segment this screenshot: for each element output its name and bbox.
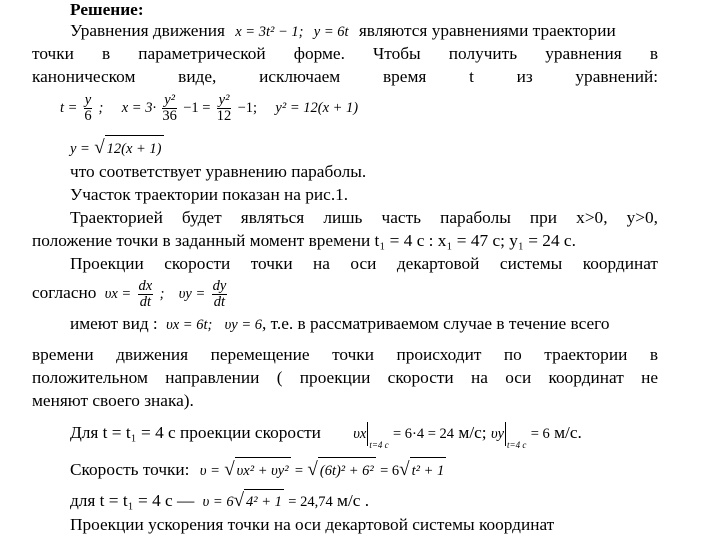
formula-eliminate-t	[60, 92, 358, 124]
denominator: 12	[216, 107, 232, 124]
formula-y-of-t: y = 6t	[313, 24, 349, 40]
numerator: dx	[138, 277, 153, 294]
text: для t = t₁ = 4 с —	[70, 491, 195, 510]
formula-x-eq: x = 3·	[121, 100, 157, 116]
radicand: t² + 1	[410, 457, 447, 484]
equals: =	[294, 463, 304, 479]
condition-label: t=4 c	[369, 440, 389, 450]
sqrt-sign-icon: √	[233, 490, 245, 511]
separator: ;	[159, 286, 165, 302]
denominator: dt	[213, 293, 226, 310]
paragraph-line: времени движения перемещение точки происходит по траектории в	[32, 345, 658, 364]
text: согласно	[32, 283, 97, 302]
formula-t-eq: t =	[60, 100, 78, 116]
formula-mid: −1 =	[183, 100, 211, 116]
paragraph-figure-ref: Участок траектории показан на рис.1.	[70, 185, 349, 204]
formula-vx-eq: υx =	[104, 286, 132, 302]
formula-v-value: = 24,74	[288, 494, 333, 510]
numerator: dy	[212, 277, 227, 294]
formula-v-eq: υ =	[199, 463, 220, 479]
paragraph-line: положительном направлении ( проекции скорости на оси координат не	[32, 368, 658, 387]
unit-label: м/с.	[554, 423, 582, 442]
solution-heading: Решение:	[70, 0, 144, 19]
text: Уравнения движения	[70, 21, 225, 40]
condition-label: t=4 c	[507, 440, 527, 450]
radicand: (6t)² + 6²	[318, 457, 376, 484]
text: , т.е. в рассматриваемом случае в течение всего	[262, 314, 610, 333]
formula-vx-value: = 6·4 = 24	[393, 426, 455, 442]
formula-vy-sym: υy	[490, 426, 505, 442]
evaluation-bar-icon	[505, 422, 506, 446]
radicand: 4² + 1	[244, 489, 284, 514]
sqrt-sign-icon: √	[94, 137, 105, 158]
sqrt-sign-icon: √	[224, 459, 235, 480]
unit-label: м/с .	[337, 491, 370, 510]
fraction-y-over-6	[84, 93, 92, 124]
text: являются уравнениями траектории	[358, 21, 616, 40]
paragraph-parabola: что соответствует уравнению параболы.	[70, 162, 367, 181]
numerator: y²	[164, 91, 176, 108]
paragraph-line: Проекции скорости точки на оси декартовой системы координат	[70, 254, 658, 273]
unit-label: м/с;	[458, 423, 487, 442]
formula-y-eq: y =	[70, 141, 90, 157]
text: Скорость точки:	[70, 460, 190, 479]
paragraph-velocity-at-t1	[70, 421, 582, 457]
fraction-dy-dt	[212, 279, 228, 310]
numerator: y	[84, 91, 92, 108]
sqrt-sign-icon: √	[307, 459, 318, 480]
formula-vy-value: = 6	[530, 426, 550, 442]
paragraph-line: Траекторией будет являться лишь часть параболы при x>0, y>0,	[70, 208, 658, 227]
paragraph-motion-equations	[70, 21, 616, 42]
denominator: 36	[162, 107, 177, 124]
paragraph-speed	[70, 457, 446, 484]
paragraph-line: меняют своего знака).	[32, 391, 194, 410]
formula-vy-eq: υy =	[178, 286, 206, 302]
separator: ;	[98, 100, 104, 116]
sqrt-sign-icon: √	[399, 459, 410, 480]
numerator: y²	[218, 91, 230, 108]
paragraph-velocity-form	[70, 314, 609, 335]
formula-tail: −1;	[237, 100, 258, 116]
formula-y2: y² = 12(x + 1)	[275, 100, 359, 116]
paragraph-acceleration: Проекции ускорения точки на оси декартовой системы координат	[70, 515, 555, 534]
equals-coefficient: = 6	[380, 463, 400, 479]
formula-x-of-t: x = 3t² − 1;	[235, 24, 304, 40]
paragraph-line: каноническом виде, исключаем время t из уравнений:	[32, 67, 658, 86]
formula-vy: υy = 6	[224, 317, 263, 333]
fraction-y2-over-12	[217, 93, 232, 124]
fraction-dx-dt	[138, 279, 154, 310]
formula-velocity-projections	[32, 277, 229, 310]
denominator: dt	[139, 293, 152, 310]
paragraph-speed-at-t1	[70, 489, 369, 514]
radicand: υx² + υy²	[235, 457, 291, 484]
formula-vx: υx = 6t;	[166, 317, 213, 333]
paragraph-line: точки в параметрической форме. Чтобы получить уравнения в	[32, 44, 658, 63]
formula-v-coeff: υ = 6	[202, 494, 234, 510]
text: имеют вид :	[70, 314, 158, 333]
formula-y-sqrt	[70, 135, 164, 162]
paragraph-line: положение точки в заданный момент времени t₁ = 4 с : x₁ = 47 с; y₁ = 24 с.	[32, 231, 576, 250]
fraction-y2-over-36	[162, 93, 177, 124]
formula-vx-sym: υx	[353, 426, 367, 442]
radicand: 12(x + 1)	[105, 135, 164, 162]
text: Для t = t₁ = 4 с проекции скорости	[70, 423, 321, 442]
denominator: 6	[84, 107, 92, 124]
